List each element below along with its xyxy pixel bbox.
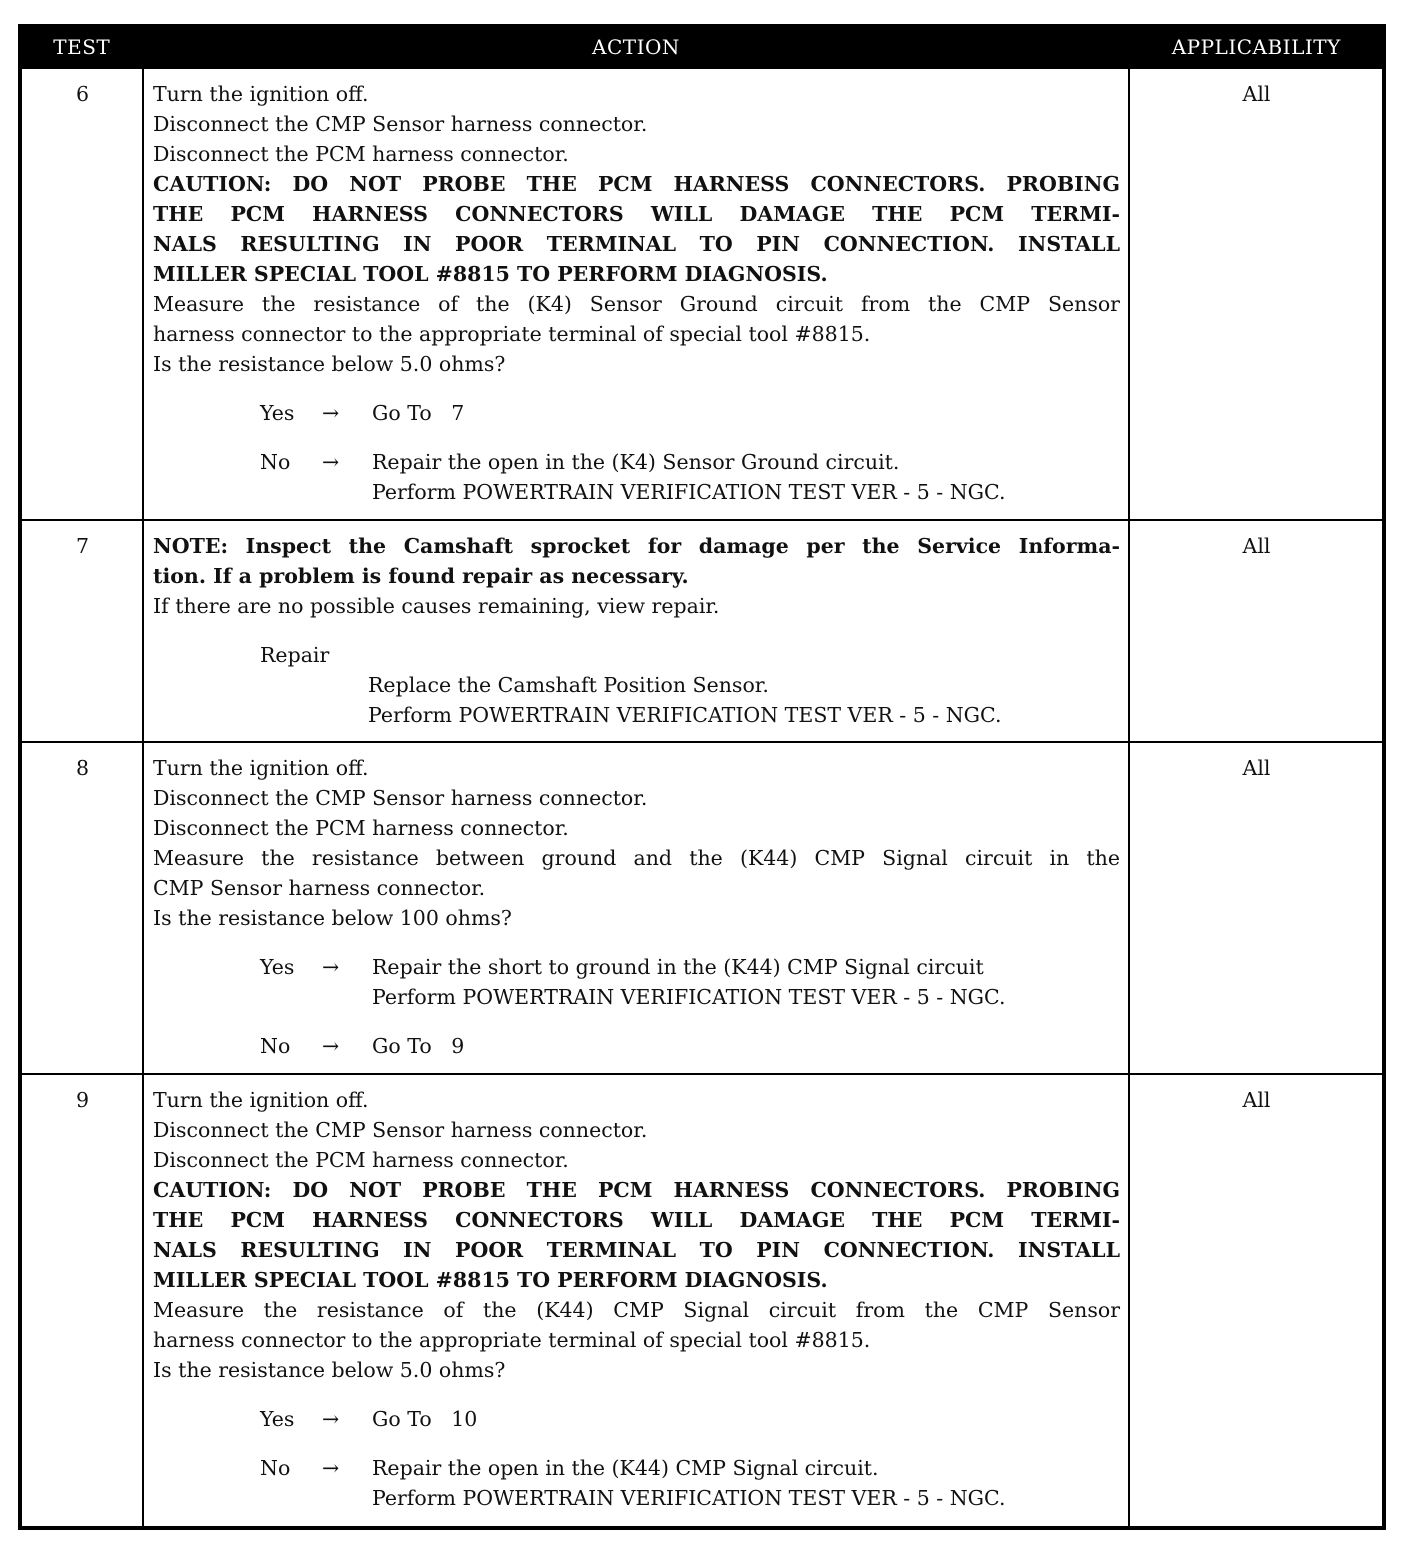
- table-row-test-9: [20, 1074, 1384, 1528]
- step-text: Turn the ignition off.: [153, 1087, 369, 1112]
- question-text: Is the resistance below 100 ohms?: [153, 905, 512, 930]
- verify-text: Perform POWERTRAIN VERIFICATION TEST VER - 5 - NGC.: [368, 702, 1002, 727]
- yes-option: [260, 952, 1120, 1012]
- question-text: Is the resistance below 5.0 ohms?: [153, 352, 506, 376]
- step-text: Disconnect the PCM harness connector.: [153, 1147, 569, 1172]
- measure-text: CMP Sensor harness connector.: [153, 875, 486, 900]
- applicability-cell: All: [1129, 68, 1384, 520]
- table-row-test-6: [20, 68, 1384, 520]
- info-text: If there are no possible causes remaining, view repair.: [153, 593, 720, 618]
- arrow-icon: →: [322, 1455, 340, 1480]
- arrow-icon: →: [322, 954, 340, 979]
- note-text: NOTE: Inspect the Camshaft sprocket for damage per the Service Informa-: [153, 533, 1120, 558]
- arrow-icon: →: [322, 401, 340, 425]
- caution-text: CAUTION: DO NOT PROBE THE PCM HARNESS CONNECTORS. PROBING: [153, 172, 1120, 196]
- step-text: Disconnect the PCM harness connector.: [153, 815, 569, 840]
- action-cell: [143, 520, 1129, 742]
- verify-text: Perform POWERTRAIN VERIFICATION TEST VER - 5 - NGC.: [372, 1485, 1006, 1510]
- header-action: ACTION: [143, 26, 1129, 68]
- no-option: [260, 1031, 1120, 1061]
- step-text: Disconnect the CMP Sensor harness connector.: [153, 785, 648, 810]
- header-test: TEST: [20, 26, 143, 68]
- no-label: No: [260, 450, 291, 474]
- no-result-text: Repair the open in the (K44) CMP Signal circuit.: [372, 1455, 879, 1480]
- yes-result: [372, 952, 1120, 1012]
- table-row-test-8: [20, 742, 1384, 1074]
- measure-text: harness connector to the appropriate terminal of special tool #8815.: [153, 322, 871, 346]
- arrow-icon: →: [322, 450, 340, 474]
- test-number: 6: [20, 68, 143, 520]
- test-number: 9: [20, 1074, 143, 1528]
- header-row: [20, 26, 1384, 68]
- test-number: 8: [20, 742, 143, 1074]
- caution-text: THE PCM HARNESS CONNECTORS WILL DAMAGE THE PCM TERMI-: [153, 202, 1120, 226]
- caution-text: NALS RESULTING IN POOR TERMINAL TO PIN CONNECTION. INSTALL: [153, 1237, 1120, 1262]
- note-text: tion. If a problem is found repair as necessary.: [153, 563, 689, 588]
- step-text: Turn the ignition off.: [153, 755, 369, 780]
- applicability-cell: All: [1129, 1074, 1384, 1528]
- header-applicability: APPLICABILITY: [1129, 26, 1384, 68]
- measure-text: Measure the resistance of the (K44) CMP Signal circuit from the CMP Sensor: [153, 1297, 1120, 1322]
- diagnostic-test-table: [18, 24, 1386, 1530]
- no-result: [372, 1453, 1120, 1513]
- no-label: No: [260, 1455, 291, 1480]
- action-cell: [143, 742, 1129, 1074]
- verify-text: Perform POWERTRAIN VERIFICATION TEST VER - 5 - NGC.: [372, 984, 1006, 1009]
- caution-text: NALS RESULTING IN POOR TERMINAL TO PIN CONNECTION. INSTALL: [153, 232, 1120, 256]
- action-cell: [143, 68, 1129, 520]
- yes-result: Go To 10: [372, 1406, 478, 1431]
- yes-label: Yes: [260, 954, 295, 979]
- step-text: Disconnect the CMP Sensor harness connector.: [153, 1117, 648, 1142]
- no-result-text: Repair the open in the (K4) Sensor Ground circuit.: [372, 450, 900, 474]
- yes-label: Yes: [260, 401, 295, 425]
- yes-result-text: Repair the short to ground in the (K44) CMP Signal circuit: [372, 954, 984, 979]
- step-text: Disconnect the CMP Sensor harness connector.: [153, 112, 648, 136]
- repair-text: Replace the Camshaft Position Sensor.: [368, 672, 769, 697]
- no-result: Go To 9: [372, 1033, 465, 1058]
- verify-text: Perform POWERTRAIN VERIFICATION TEST VER - 5 - NGC.: [372, 480, 1006, 504]
- measure-text: Measure the resistance of the (K4) Sensor Ground circuit from the CMP Sensor: [153, 292, 1120, 316]
- applicability-cell: All: [1129, 742, 1384, 1074]
- no-option: [260, 1453, 1120, 1513]
- applicability-cell: All: [1129, 520, 1384, 742]
- repair-label: Repair: [260, 642, 330, 667]
- yes-option: [260, 398, 1120, 428]
- yes-option: [260, 1404, 1120, 1434]
- caution-text: MILLER SPECIAL TOOL #8815 TO PERFORM DIAGNOSIS.: [153, 262, 828, 286]
- action-cell: [143, 1074, 1129, 1528]
- arrow-icon: →: [322, 1406, 340, 1431]
- no-result: [372, 447, 1120, 507]
- no-label: No: [260, 1033, 291, 1058]
- no-option: [260, 447, 1120, 507]
- yes-label: Yes: [260, 1406, 295, 1431]
- measure-text: harness connector to the appropriate terminal of special tool #8815.: [153, 1327, 871, 1352]
- caution-text: CAUTION: DO NOT PROBE THE PCM HARNESS CONNECTORS. PROBING: [153, 1177, 1120, 1202]
- arrow-icon: →: [322, 1033, 340, 1058]
- yes-result: Go To 7: [372, 401, 465, 425]
- table-row-test-7: [20, 520, 1384, 742]
- measure-text: Measure the resistance between ground and the (K44) CMP Signal circuit in the: [153, 845, 1120, 870]
- caution-text: THE PCM HARNESS CONNECTORS WILL DAMAGE THE PCM TERMI-: [153, 1207, 1120, 1232]
- step-text: Disconnect the PCM harness connector.: [153, 142, 569, 166]
- caution-text: MILLER SPECIAL TOOL #8815 TO PERFORM DIAGNOSIS.: [153, 1267, 828, 1292]
- question-text: Is the resistance below 5.0 ohms?: [153, 1357, 506, 1382]
- step-text: Turn the ignition off.: [153, 82, 369, 106]
- test-number: 7: [20, 520, 143, 742]
